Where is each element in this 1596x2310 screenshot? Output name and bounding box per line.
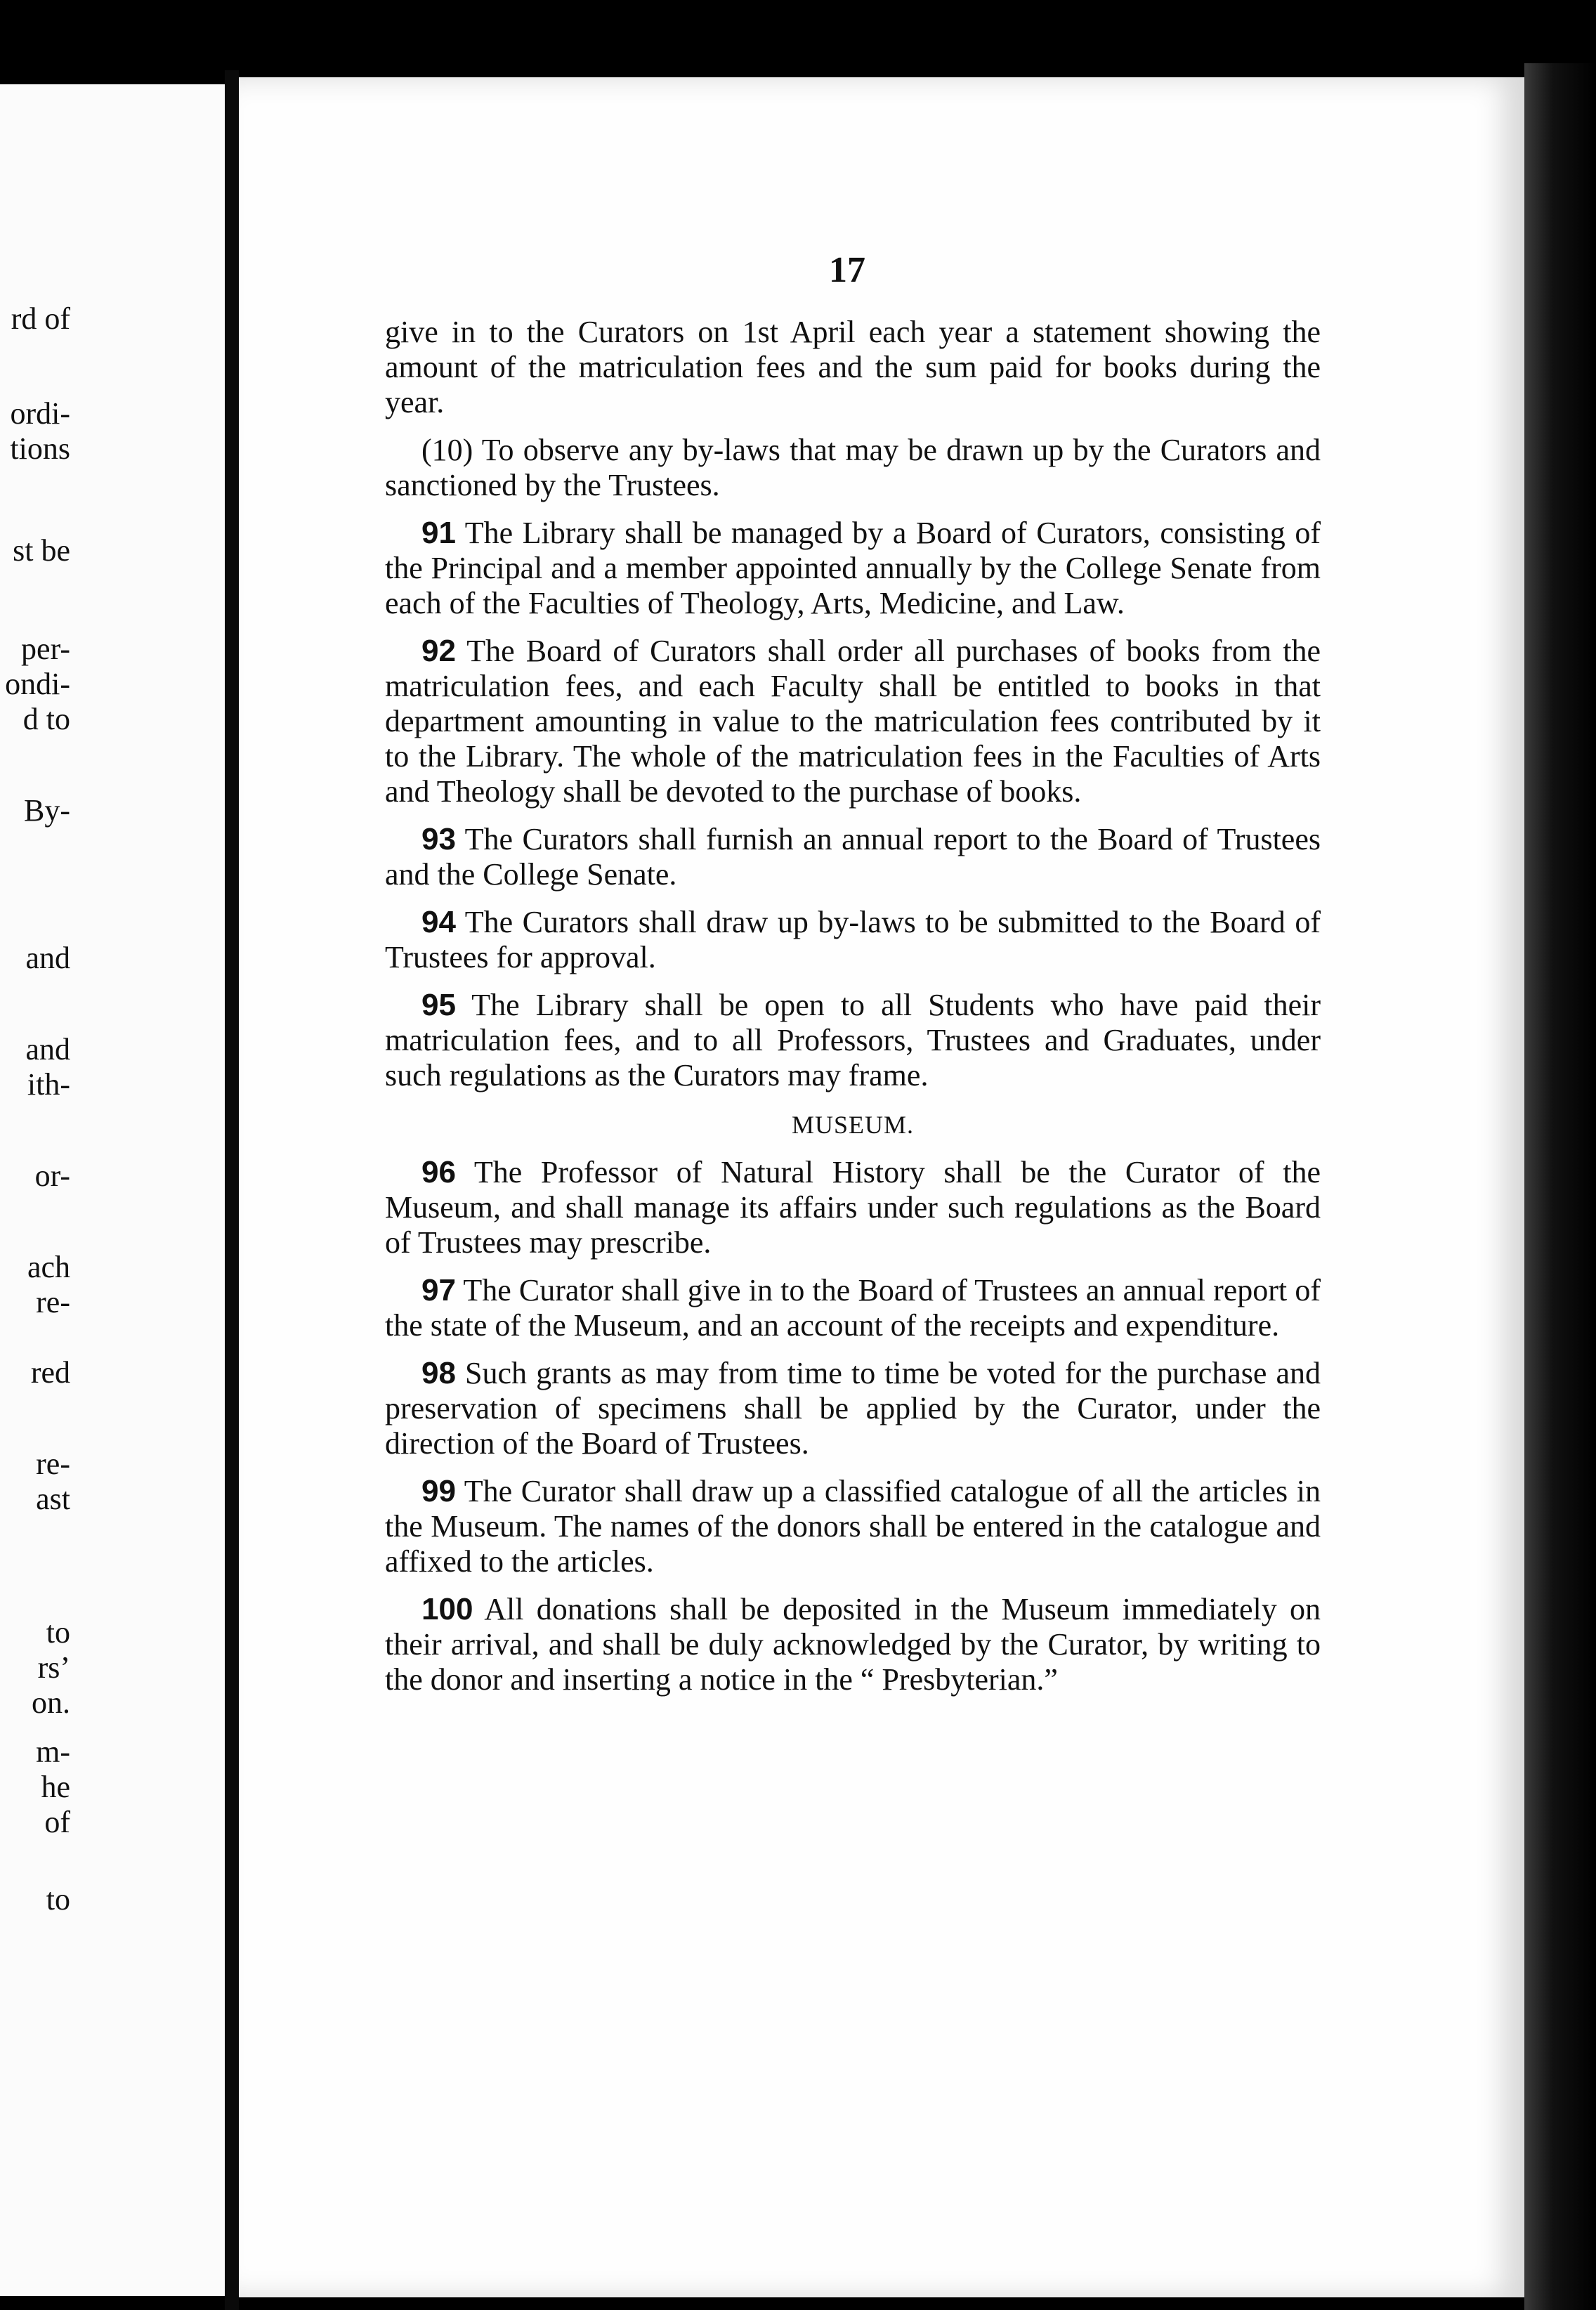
page-body	[385, 315, 1321, 1710]
book-binding-edge	[1524, 63, 1596, 2310]
left-fragment: st be	[13, 533, 70, 568]
section-94	[385, 905, 1321, 975]
section-text: The Curator shall draw up a classified catalogue of all the articles in the Museum. The names of the donors shall be entered in the catalogue and affixed to the articles.	[385, 1474, 1321, 1579]
section-text: The Board of Curators shall order all purchases of books from the matriculation fees, and each Faculty shall be entitled to books in that department amounting in value to the matriculation fees contributed by it to the Library. The whole of the matriculation fees in the Faculties of Arts and Theology shall be devoted to the purchase of books.	[385, 634, 1321, 809]
left-fragment: to	[46, 1615, 70, 1650]
section-92	[385, 634, 1321, 809]
section-number: 91	[421, 516, 456, 550]
left-fragment: ith-	[27, 1067, 70, 1102]
section-93	[385, 822, 1321, 892]
left-fragment: or-	[34, 1159, 70, 1193]
book-gutter	[225, 70, 239, 2310]
section-97	[385, 1273, 1321, 1343]
section-text: The Curator shall give in to the Board of Trustees an annual report of the state of the Museum, and an account of the receipts and expenditure.	[385, 1273, 1321, 1343]
left-page-edge	[0, 84, 225, 2296]
section-number: 98	[421, 1356, 456, 1390]
section-95	[385, 988, 1321, 1093]
page-number: 17	[829, 250, 865, 290]
section-number: 92	[421, 634, 456, 668]
left-fragment: m-	[36, 1735, 70, 1769]
section-number: 95	[421, 988, 456, 1022]
section-text: All donations shall be deposited in the Museum immediately on their arrival, and shall be duly acknowledged by the Curator, by writing to the donor and inserting a notice in the “ Presbyterian.”	[385, 1592, 1321, 1697]
left-fragment: to	[46, 1882, 70, 1917]
left-fragment: re-	[36, 1285, 70, 1319]
section-number: 100	[421, 1592, 473, 1626]
section-number: 99	[421, 1474, 456, 1508]
section-heading-museum: MUSEUM.	[791, 1111, 915, 1139]
section-text: The Library shall be managed by a Board of Curators, consisting of the Principal and a member appointed annually by the College Senate from each of the Faculties of Theology, Arts, Medicine, and Law.	[385, 516, 1321, 620]
left-fragment: of	[44, 1805, 70, 1839]
paragraph-text: (10) To observe any by-laws that may be drawn up by the Curators and sanctioned by the Trustees.	[385, 433, 1321, 502]
left-fragment: he	[41, 1770, 70, 1804]
section-text: The Curators shall furnish an annual report to the Board of Trustees and the College Senate.	[385, 822, 1321, 892]
left-fragment: ondi-	[5, 667, 70, 701]
left-fragment: By-	[24, 793, 70, 828]
left-fragment: ast	[36, 1482, 70, 1516]
section-96	[385, 1155, 1321, 1260]
left-fragment: on.	[32, 1685, 70, 1720]
left-fragment: tions	[10, 431, 70, 466]
section-number: 96	[421, 1155, 456, 1189]
left-fragment: d to	[22, 702, 70, 736]
left-fragment: per-	[21, 632, 70, 666]
section-100	[385, 1592, 1321, 1697]
section-text: The Library shall be open to all Students who have paid their matriculation fees, and to all Professors, Trustees and Graduates, under such regulations as the Curators may frame.	[385, 988, 1321, 1092]
section-text: The Professor of Natural History shall be the Curator of the Museum, and shall manage its affairs under such regulations as the Board of Trustees may prescribe.	[385, 1155, 1321, 1260]
left-fragment: and	[25, 941, 70, 975]
left-fragment: re-	[36, 1447, 70, 1481]
paragraph-text: give in to the Curators on 1st April each year a statement showing the amount of the matriculation fees and the sum paid for books during the year.	[385, 315, 1321, 419]
section-text: Such grants as may from time to time be voted for the purchase and preservation of specimens shall be applied by the Curator, under the direction of the Board of Trustees.	[385, 1356, 1321, 1461]
section-number: 94	[421, 905, 456, 939]
left-fragment: and	[25, 1032, 70, 1066]
section-number: 93	[421, 822, 456, 856]
section-number: 97	[421, 1273, 456, 1307]
left-fragment: red	[30, 1355, 70, 1390]
paragraph-clause-10	[385, 433, 1321, 503]
section-text: The Curators shall draw up by-laws to be submitted to the Board of Trustees for approval.	[385, 905, 1321, 974]
left-fragment: rd of	[11, 301, 70, 336]
left-fragment: ordi-	[10, 396, 70, 431]
left-fragment: ach	[27, 1250, 70, 1284]
section-99	[385, 1474, 1321, 1579]
paragraph-continued	[385, 315, 1321, 420]
left-fragment: rs’	[37, 1650, 70, 1685]
section-98	[385, 1356, 1321, 1461]
section-91	[385, 516, 1321, 621]
